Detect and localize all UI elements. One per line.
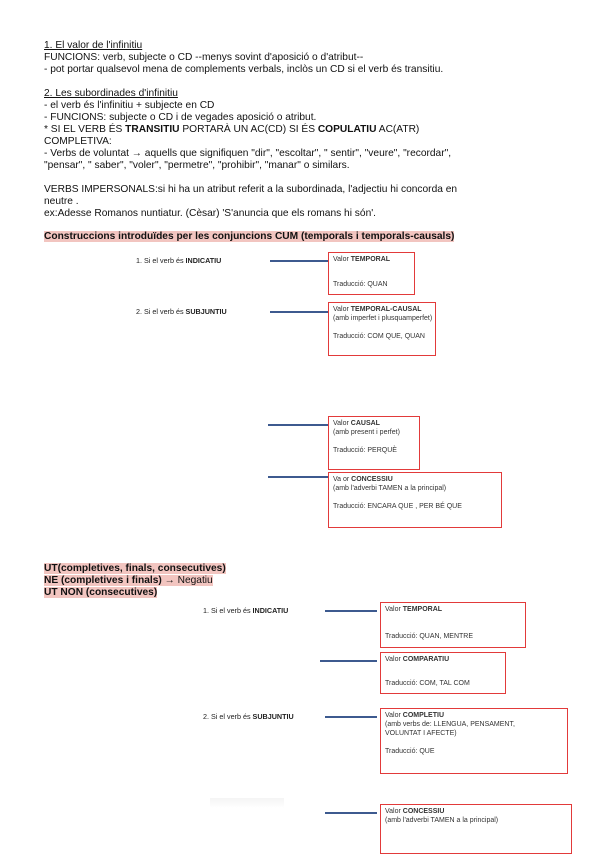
ut-box-concessiu: Valor CONCESSIU (amb l'adverbi TAMEN a la principal) xyxy=(380,804,572,854)
cum-box-causal: Valor CAUSAL (amb present i perfet) Traducció: PERQUÈ xyxy=(328,416,420,470)
cum-box-temporal: Valor TEMPORAL Traducció: QUAN xyxy=(328,252,415,295)
cum-arrow-3 xyxy=(268,424,328,426)
cum-box-concessiu: Va or CONCESSIU (amb l'adverbi TAMEN a la principal) Traducció: ENCARA QUE , PER BÉ QUE xyxy=(328,472,502,528)
ut-arrow-1 xyxy=(325,610,377,612)
ut-label-subjuntiu: 2. Si el verb és SUBJUNTIU xyxy=(203,712,294,721)
ne-heading: NE (completives i finals) → Negatiu xyxy=(44,575,213,586)
section2-line2: - FUNCIONS: subjecte o CD i de vegades aposició o atribut. xyxy=(44,112,317,123)
ut-arrow-2 xyxy=(320,660,377,662)
ut-arrow-3 xyxy=(325,716,377,718)
cum-label-subjuntiu: 2. Si el verb és SUBJUNTIU xyxy=(136,307,227,316)
ut-non-heading: UT NON (consecutives) xyxy=(44,587,158,598)
section2-verbs-line2: "pensar", " saber", "voler", "permetre", "prohibir", "manar" o similars. xyxy=(44,160,350,171)
impersonals-line2: neutre . xyxy=(44,196,79,207)
section2-completiva: COMPLETIVA: xyxy=(44,136,112,147)
cum-box-temporal-causal: Valor TEMPORAL-CAUSAL (amb imperfet i plusquamperfet) Traducció: COM QUE, QUAN xyxy=(328,302,436,356)
cum-label-indicatiu: 1. Si el verb és INDICATIU xyxy=(136,256,222,265)
section2-verbs-line1: - Verbs de voluntat → aquells que signifiquen "dir", "escoltar", " sentir", "veure", "recordar", xyxy=(44,148,452,159)
ut-box-comparatiu: Valor COMPARATIU Traducció: COM, TAL COM xyxy=(380,652,506,694)
section1-complements: - pot portar qualsevol mena de complements verbals, inclòs un CD si el verb és transitiu. xyxy=(44,64,444,75)
impersonals-example: ex:Adesse Romanos nuntiatur. (Cèsar) 'S'anuncia que els romans hi són'. xyxy=(44,208,377,219)
section2-heading: 2. Les subordinades d'infinitiu xyxy=(44,88,178,99)
ut-heading: UT(completives, finals, consecutives) xyxy=(44,563,226,574)
cum-heading: Construccions introduïdes per les conjuncions CUM (temporals i temporals-causals) xyxy=(44,231,455,242)
section2-line1: - el verb és l'infinitiu + subjecte en CD xyxy=(44,100,215,111)
cum-arrow-4 xyxy=(268,476,328,478)
impersonals-line1: VERBS IMPERSONALS:si hi ha un atribut referit a la subordinada, l'adjectiu hi concorda en xyxy=(44,184,458,195)
cum-arrow-1 xyxy=(270,260,328,262)
section2-rule: * SI EL VERB ÉS TRANSITIU PORTARÀ UN AC(CD) SI ÉS COPULATIU AC(ATR) xyxy=(44,124,420,135)
faded-mark xyxy=(210,798,284,808)
section1-heading: 1. El valor de l'infinitiu xyxy=(44,40,143,51)
cum-arrow-2 xyxy=(270,311,328,313)
ut-box-temporal: Valor TEMPORAL Traducció: QUAN, MENTRE xyxy=(380,602,526,648)
section1-functions: FUNCIONS: verb, subjecte o CD --menys sovint d'aposició o d'atribut-- xyxy=(44,52,364,63)
ut-box-completiu: Valor COMPLETIU (amb verbs de: LLENGUA, PENSAMENT, VOLUNTAT I AFECTE) Traducció: QUE xyxy=(380,708,568,774)
ut-label-indicatiu: 1. Si el verb és INDICATIU xyxy=(203,606,289,615)
ut-arrow-4 xyxy=(325,812,377,814)
